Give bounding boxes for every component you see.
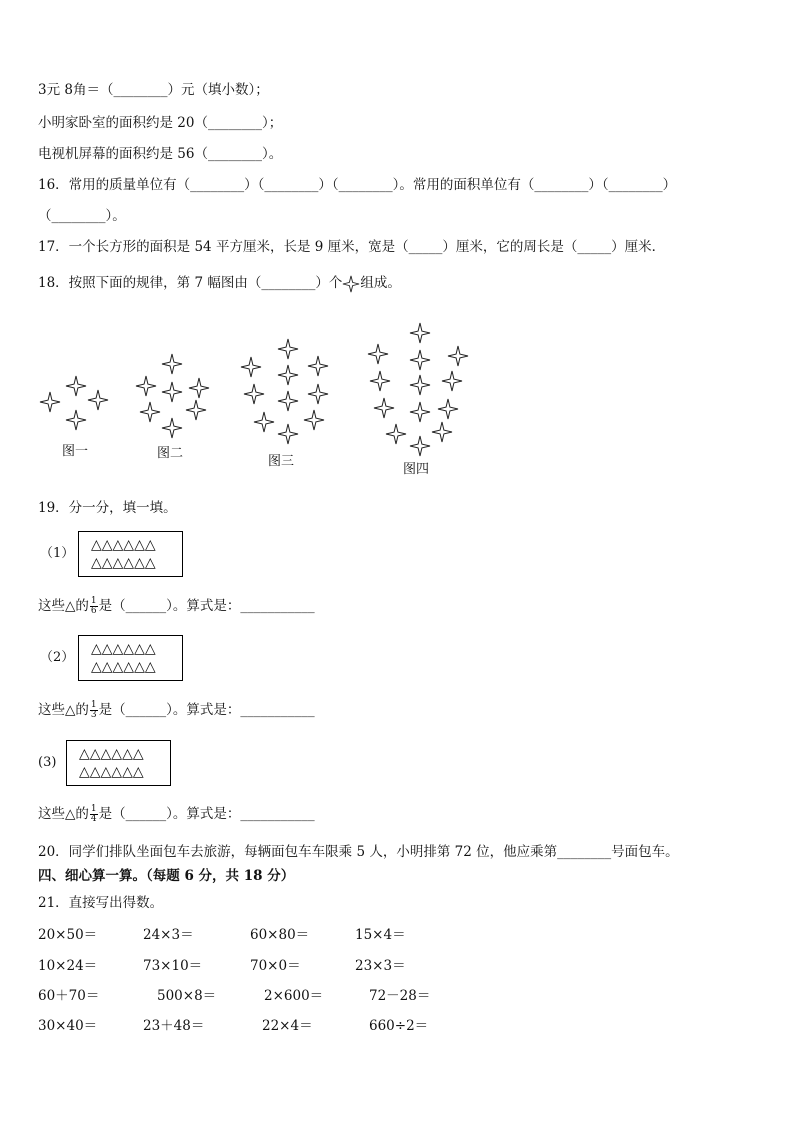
- triangle-row: △△△△△△: [91, 641, 156, 657]
- four-point-star-icon: [186, 400, 206, 420]
- question-18-text: 18．按照下面的规律，第 7 幅图由（________）个: [38, 275, 343, 291]
- calc-item: 30×40＝: [38, 1018, 98, 1034]
- four-point-star-icon: [374, 398, 394, 418]
- fill-line-tv-area: 电视机屏幕的面积约是 56（________）。: [38, 146, 283, 162]
- question-20: 20．同学们排队坐面包车去旅游，每辆面包车车限乘 5 人，小明排第 72 位，他应乘第________号面包车。: [38, 844, 679, 860]
- four-point-star-icon: [448, 346, 468, 366]
- question-17: 17．一个长方形的面积是 54 平方厘米，长是 9 厘米，宽是（_____）厘米，它的周长是（_____）厘米．: [38, 239, 666, 255]
- four-point-star-icon: [254, 412, 274, 432]
- fraction-question-answer: 是（______）。算式是：___________: [98, 598, 315, 614]
- four-point-star-icon: [241, 357, 261, 377]
- triangle-box-3: [66, 740, 171, 786]
- figure-caption-1: 图一: [62, 444, 89, 459]
- fraction-numerator: 1: [90, 804, 97, 814]
- calc-item: 2×600＝: [264, 988, 324, 1004]
- part-label-2: （2）: [40, 650, 75, 665]
- four-point-star-icon: [308, 384, 328, 404]
- figure-caption-2: 图二: [157, 446, 184, 461]
- triangle-row: △△△△△△: [91, 659, 156, 675]
- four-point-star-icon: [432, 422, 452, 442]
- question-18: [38, 273, 401, 293]
- fill-line-bedroom-area: 小明家卧室的面积约是 20（________）；: [38, 115, 283, 131]
- four-point-star-icon: [278, 391, 298, 411]
- figure-caption-3: 图三: [268, 454, 295, 469]
- four-point-star-icon: [140, 402, 160, 422]
- four-point-star-icon: [278, 365, 298, 385]
- calc-item: 73×10＝: [143, 958, 203, 974]
- question-21: 21．直接写出得数。: [38, 895, 164, 911]
- question-16-line2: （________）。: [38, 208, 126, 224]
- part-label-1: （1）: [40, 546, 75, 561]
- fraction-numerator: 1: [90, 700, 97, 710]
- fraction-numerator: 1: [90, 596, 97, 606]
- calc-item: 23×3＝: [355, 958, 406, 974]
- triangle-row: △△△△△△: [91, 537, 156, 553]
- fraction-question-text: 这些△的: [38, 598, 89, 614]
- four-point-star-icon: [278, 339, 298, 359]
- four-point-star-icon: [410, 402, 430, 422]
- four-point-star-icon: [438, 399, 458, 419]
- fraction-denominator: 3: [90, 710, 97, 720]
- four-point-star-icon: [162, 354, 182, 374]
- calc-item: 20×50＝: [38, 927, 98, 943]
- four-point-star-icon: [304, 410, 324, 430]
- fraction: [90, 701, 98, 720]
- fraction-denominator: 4: [90, 814, 97, 824]
- fraction-question-3: [38, 804, 315, 824]
- fraction-question-answer: 是（______）。算式是：___________: [98, 806, 315, 822]
- four-point-star-icon: [88, 390, 108, 410]
- four-point-star-icon: [370, 371, 390, 391]
- question-19: 19．分一分，填一填。: [38, 500, 177, 516]
- calc-item: 60×80＝: [250, 927, 310, 943]
- calc-item: 500×8＝: [157, 988, 217, 1004]
- four-point-star-icon: [368, 344, 388, 364]
- section-heading-4: 四、细心算一算。（每题 6 分，共 18 分）: [38, 868, 295, 884]
- four-point-star-icon: [442, 371, 462, 391]
- calc-item: 660÷2＝: [369, 1018, 429, 1034]
- fraction-question-text: 这些△的: [38, 806, 89, 822]
- triangle-box-2: [78, 635, 183, 681]
- four-point-star-icon: [342, 275, 360, 293]
- four-point-star-icon: [162, 418, 182, 438]
- fraction-question-1: [38, 596, 315, 616]
- calc-item: 70×0＝: [250, 958, 301, 974]
- fraction-question-text: 这些△的: [38, 702, 89, 718]
- calc-item: 60＋70＝: [38, 988, 100, 1004]
- part-label-3: (3): [38, 755, 57, 770]
- fraction-question-answer: 是（______）。算式是：___________: [98, 702, 315, 718]
- question-16-line1: 16．常用的质量单位有（________）（________）（________）。常用的面积单位有（________）（________）: [38, 177, 677, 193]
- four-point-star-icon: [386, 424, 406, 444]
- triangle-row: △△△△△△: [91, 555, 156, 571]
- calc-item: 24×3＝: [143, 927, 194, 943]
- four-point-star-icon: [40, 392, 60, 412]
- four-point-star-icon: [410, 323, 430, 343]
- four-point-star-icon: [66, 376, 86, 396]
- four-point-star-icon: [162, 382, 182, 402]
- fraction: [90, 805, 98, 824]
- triangle-row: △△△△△△: [79, 746, 144, 762]
- four-point-star-icon: [244, 384, 264, 404]
- four-point-star-icon: [410, 350, 430, 370]
- four-point-star-icon: [189, 378, 209, 398]
- four-point-star-icon: [308, 356, 328, 376]
- calc-item: 15×4＝: [355, 927, 406, 943]
- calc-item: 72－28＝: [369, 988, 431, 1004]
- calc-item: 22×4＝: [262, 1018, 313, 1034]
- calc-item: 10×24＝: [38, 958, 98, 974]
- figure-caption-4: 图四: [403, 462, 430, 477]
- four-point-star-icon: [410, 375, 430, 395]
- fraction-denominator: 6: [90, 606, 97, 616]
- four-point-star-icon: [410, 436, 430, 456]
- calc-item: 23＋48＝: [143, 1018, 205, 1034]
- fraction-question-2: [38, 700, 315, 720]
- four-point-star-icon: [278, 424, 298, 444]
- triangle-box-1: [78, 531, 183, 577]
- four-point-star-icon: [136, 376, 156, 396]
- question-18-text-end: 组成。: [360, 275, 401, 291]
- fill-line-yuan: 3元 8角＝（________）元（填小数）；: [38, 82, 269, 98]
- fraction: [90, 597, 98, 616]
- four-point-star-icon: [66, 410, 86, 430]
- triangle-row: △△△△△△: [79, 764, 144, 780]
